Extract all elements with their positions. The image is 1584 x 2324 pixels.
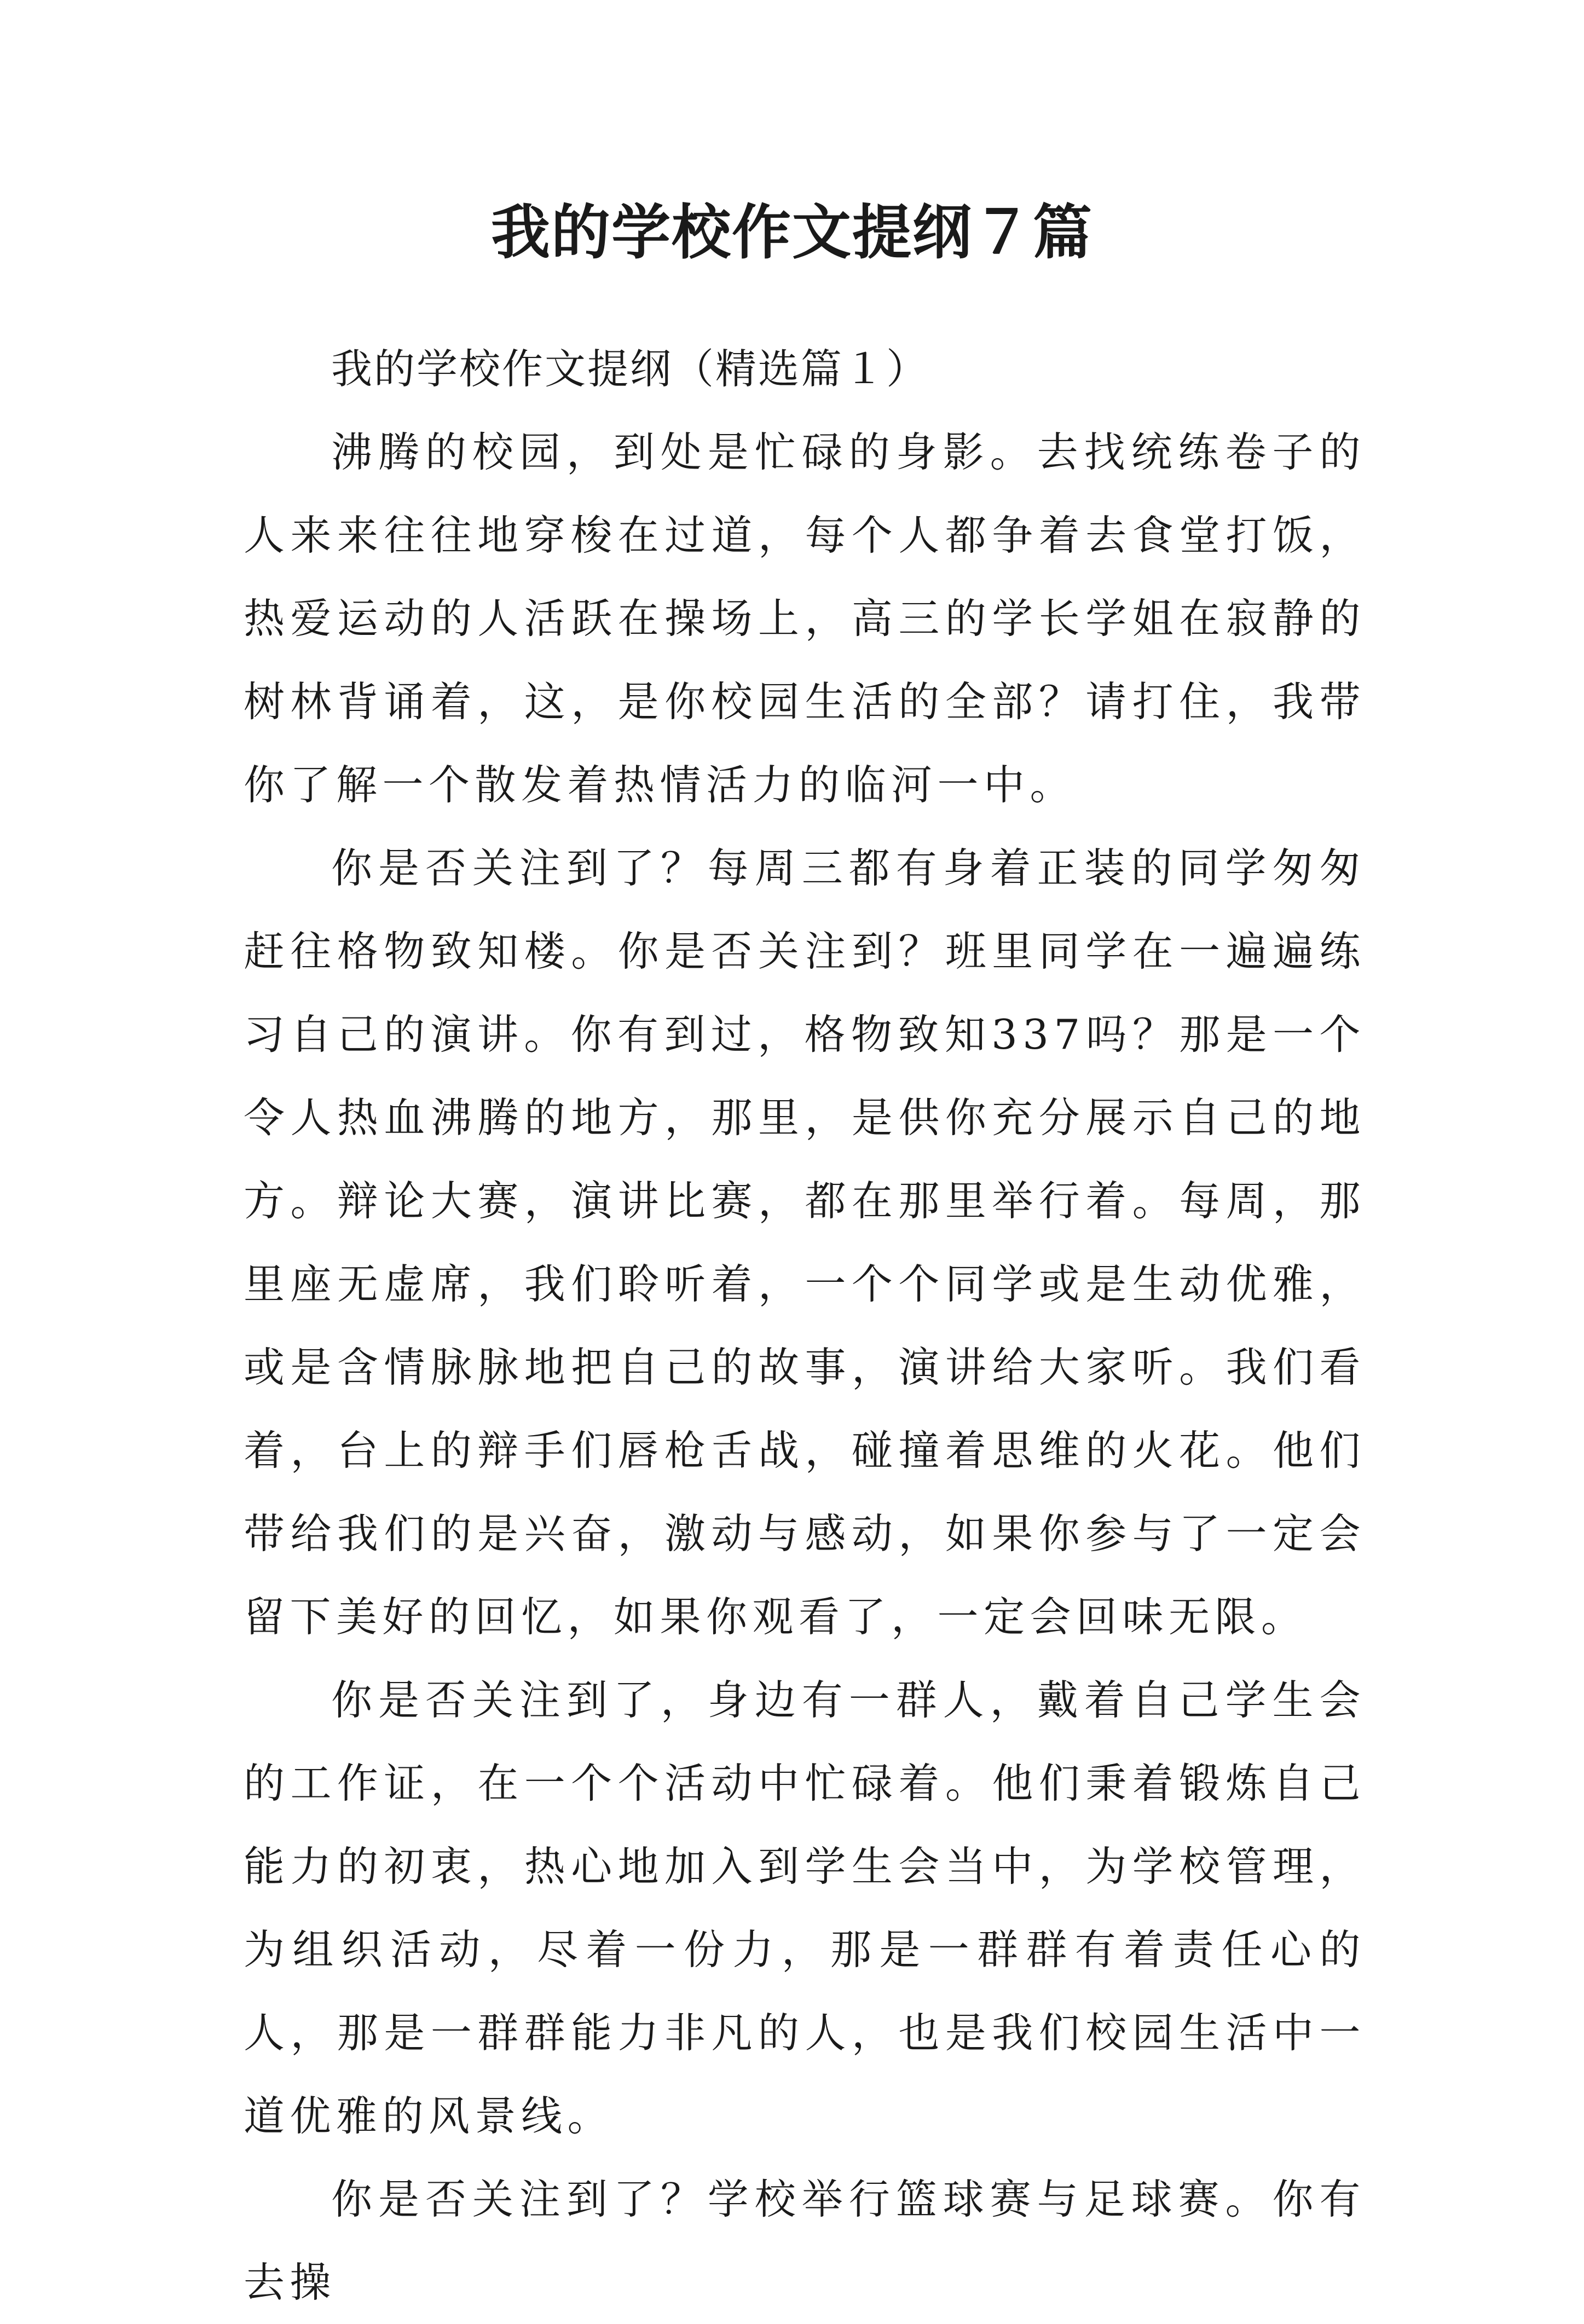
document-title: 我的学校作文提纲７篇 — [490, 198, 1093, 267]
section-heading: 我的学校作文提纲（精选篇１） — [331, 345, 929, 393]
document-body — [244, 327, 1366, 2324]
paragraph: 你是否关注到了，身边有一群人，戴着自己学生会的工作证，在一个个活动中忙碌着。他们秉着锻炼自己能力的初衷，热心地加入到学生会当中，为学校管理，为组织活动，尽着一份力，那是一群群有着责任心的人，那是一群群能力非凡的人，也是我们校园生活中一道优雅的风景线。 — [244, 1676, 1366, 2140]
paragraph: 你是否关注到了？学校举行篮球赛与足球赛。你有去操 — [244, 2175, 1366, 2306]
paragraph: 你是否关注到了？每周三都有身着正装的同学匆匆赶往格物致知楼。你是否关注到？班里同学在一遍遍练习自己的演讲。你有到过，格物致知337吗？那是一个令人热血沸腾的地方，那里，是供你充分展示自己的地方。辩论大赛，演讲比赛，都在那里举行着。每周，那里座无虚席，我们聆听着，一个个同学或是生动优雅，或是含情脉脉地把自己的故事，演讲给大家听。我们看着，台上的辩手们唇枪舌战，碰撞着思维的火花。他们带给我们的是兴奋，激动与感动，如果你参与了一定会留下美好的回忆，如果你观看了，一定会回味无限。 — [244, 844, 1366, 1641]
paragraph: 沸腾的校园，到处是忙碌的身影。去找统练卷子的人来来往往地穿梭在过道，每个人都争着去食堂打饭，热爱运动的人活跃在操场上，高三的学长学姐在寂静的树林背诵着，这，是你校园生活的全部？请打住，我带你了解一个散发着热情活力的临河一中。 — [244, 428, 1366, 809]
